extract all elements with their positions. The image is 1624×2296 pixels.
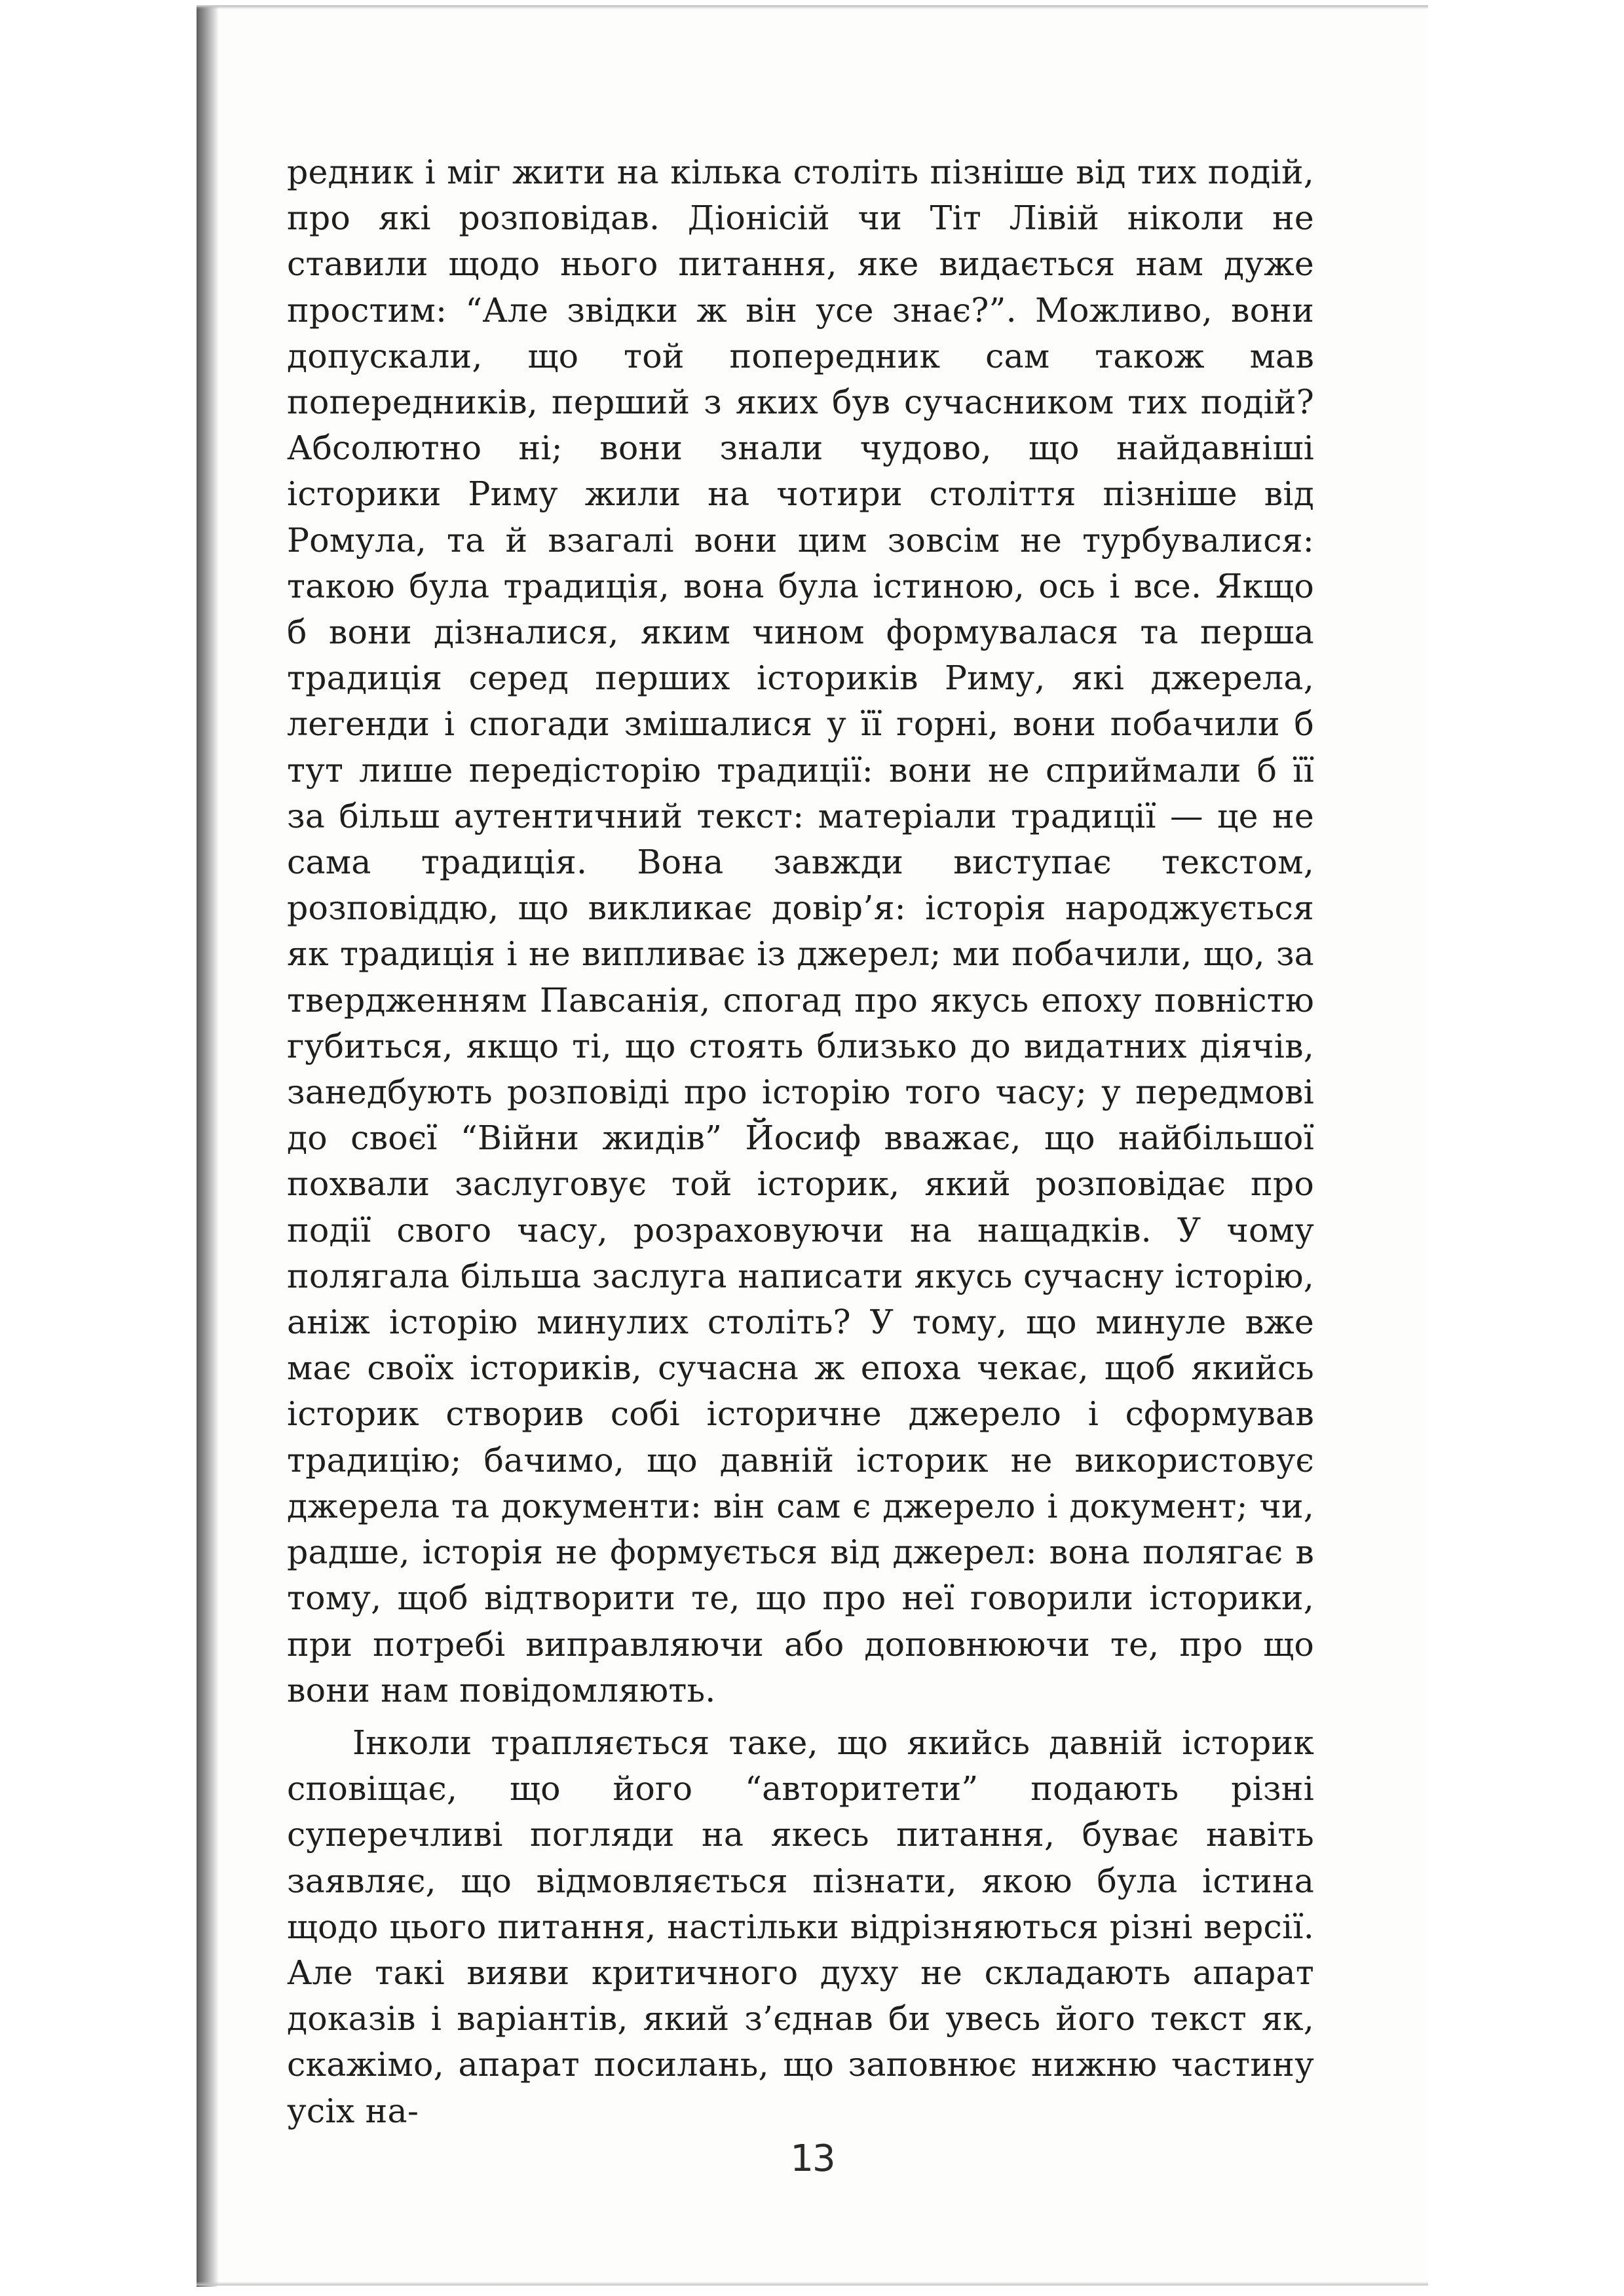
- body-text: [287, 149, 1314, 2134]
- page-top-edge: [197, 5, 1428, 9]
- binding-shadow: [197, 7, 219, 2287]
- paragraph-1: редник і міг жити на кілька століть пізніше від тих подій, про які розповідав. Діонісій чи Тіт Лівій ніколи не ставили щодо нього питання, яке видається нам дуже простим: “Але звідки ж він усе знає?”. Можливо, вони допускали, що той попередник сам також мав попередників, перший з яких був сучасником тих подій? Абсолютно ні; вони знали чудово, що найдавніші історики Риму жили на чотири століття пізніше від Ромула, та й взагалі вони цим зовсім не турбувалися: такою була традиція, вона була істиною, ось і все. Якщо б вони дізналися, яким чином формувалася та перша традиція серед перших істориків Риму, які джерела, легенди і спогади змішалися у її горні, вони побачили б тут лише передісторію традиції: вони не сприймали б її за більш аутентичний текст: матеріали традиції — це не сама традиція. Вона завжди виступає текстом, розповіддю, що викликає довір’я: історія народжується як традиція і не випливає із джерел; ми побачили, що, за твердженням Павсанія, спогад про якусь епоху повністю губиться, якщо ті, що стоять близько до видатних діячів, занедбують розповіді про історію того часу; у передмові до своєї “Війни жидів” Йосиф вважає, що найбільшої похвали заслуговує той історик, який розповідає про події свого часу, розраховуючи на нащадків. У чому полягала більша заслуга написати якусь сучасну історію, аніж історію минулих століть? У тому, що минуле вже має своїх істориків, сучасна ж епоха чекає, щоб якийсь історик створив собі історичне джерело і сформував традицію; бачимо, що давній історик не використовує джерела та документи: він сам є джерело і документ; чи, радше, історія не формується від джерел: вона полягає в тому, щоб відтворити те, що про неї говорили історики, при потребі виправляючи або доповнюючи те, про що вони нам повідомляють.: [287, 153, 1314, 1710]
- paragraph-2: Інколи трапляється таке, що якийсь давній історик сповіщає, що його “авторитети” подають різні суперечливі погляди на якесь питання, буває навіть заявляє, що відмовляється пізнати, якою була істина щодо цього питання, настільки відрізняються різні версії. Але такі вияви критичного духу не складають апарат доказів і варіантів, який з’єднав би увесь його текст як, скажімо, апарат посилань, що заповнює нижню частину усіх на-: [287, 1723, 1314, 2130]
- page-bottom-edge: [197, 2282, 1428, 2286]
- page-number: 13: [790, 2137, 835, 2180]
